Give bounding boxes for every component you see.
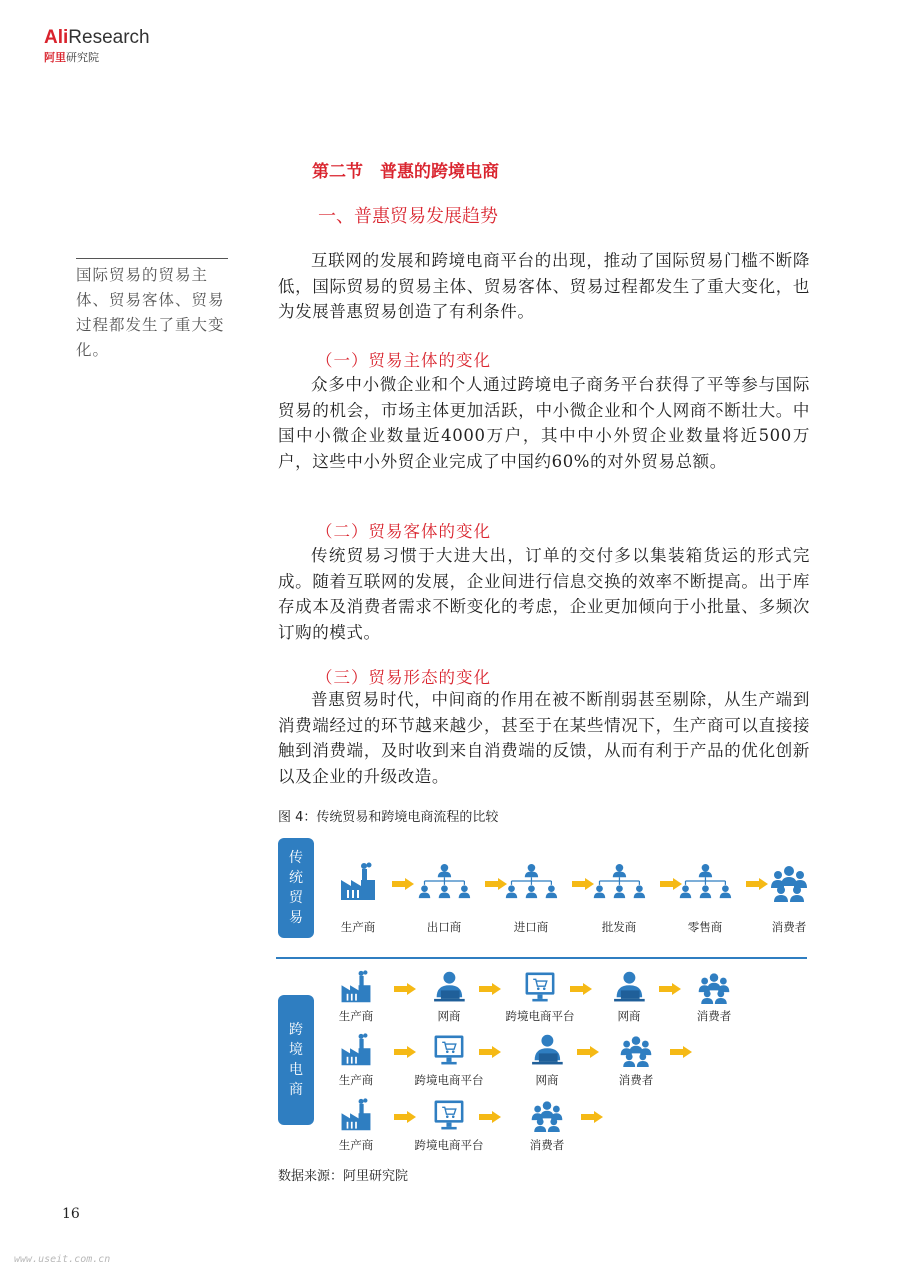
flow-step-label: 批发商 — [601, 920, 637, 934]
flow-step-label: 跨境电商平台 — [505, 1009, 575, 1023]
factory-icon — [339, 970, 373, 1008]
traditional-label-char: 统 — [289, 870, 303, 886]
flow-step-label: 网商 — [617, 1009, 641, 1023]
flow-arrow-icon — [479, 983, 501, 995]
traditional-label-char: 易 — [289, 910, 303, 926]
section-body-2 — [278, 543, 810, 645]
consumers-icon — [530, 1098, 564, 1136]
logo-cn: 研究院 — [66, 51, 99, 64]
section-text-3: 普惠贸易时代，中间商的作用在被不断削弱甚至剔除，从生产端到消费端经过的环节越来越少，甚至于在某些情况下，生产商可以直接接触到消费端，及时收到来自消费端的反馈，从而有利于产品的优化创新以及企业的升级改造。 — [278, 690, 810, 786]
consumers-icon — [697, 970, 731, 1008]
flow-arrow-icon — [746, 878, 768, 890]
online-merchant-icon — [609, 970, 650, 1008]
traditional-label-char: 传 — [289, 850, 303, 866]
factory-icon — [338, 862, 378, 906]
ecommerce-platform-icon — [523, 970, 557, 1008]
intro-paragraph — [278, 248, 810, 325]
flow-arrow-icon — [670, 1046, 692, 1058]
flow-step-label: 出口商 — [426, 920, 462, 934]
ecommerce-platform-icon — [432, 1098, 466, 1136]
alibaba-research-logo — [44, 28, 150, 65]
organization-tree-icon — [415, 863, 474, 905]
flow-step-label: 消费者 — [696, 1009, 732, 1023]
flow-arrow-icon — [577, 1046, 599, 1058]
cross-border-label-char: 电 — [289, 1062, 303, 1078]
consumers-icon — [769, 862, 809, 906]
watermark: www.useit.com.cn — [14, 1254, 111, 1265]
side-note: 国际贸易的贸易主体、贸易客体、贸易过程都发生了重大变化。 — [76, 258, 228, 363]
flow-step-label: 消费者 — [618, 1073, 654, 1087]
figure-caption: 图 4：传统贸易和跨境电商流程的比较 — [278, 810, 499, 825]
traditional-label-char: 贸 — [289, 890, 303, 906]
flow-arrow-icon — [570, 983, 592, 995]
flow-step-label: 网商 — [535, 1073, 559, 1087]
flow-arrow-icon — [392, 878, 414, 890]
logo-research: Research — [68, 27, 150, 48]
logo-ali: Ali — [44, 27, 69, 48]
ecommerce-platform-icon — [432, 1033, 466, 1071]
online-merchant-icon — [429, 970, 470, 1008]
factory-icon — [339, 1098, 373, 1136]
section-heading-2: （二）贸易客体的变化 — [316, 522, 491, 541]
flow-step-label: 跨境电商平台 — [414, 1073, 484, 1087]
intro-text: 互联网的发展和跨境电商平台的出现，推动了国际贸易门槛不断降低，国际贸易的贸易主体、贸易客体、贸易过程都发生了重大变化，也为发展普惠贸易创造了有利条件。 — [278, 251, 810, 321]
flow-step-label: 网商 — [437, 1009, 461, 1023]
traditional-trade-label — [278, 838, 314, 938]
figure-divider — [276, 957, 807, 959]
flow-step-label: 零售商 — [687, 920, 723, 934]
flow-arrow-icon — [479, 1046, 501, 1058]
online-merchant-icon — [527, 1033, 568, 1071]
factory-icon — [339, 1033, 373, 1071]
consumers-icon — [619, 1033, 653, 1071]
cross-border-label-char: 境 — [289, 1042, 303, 1058]
page-number: 16 — [62, 1206, 80, 1222]
section-heading-3: （三）贸易形态的变化 — [316, 668, 491, 687]
section-title: 第二节 普惠的跨境电商 — [312, 162, 499, 182]
logo-cn-red: 阿里 — [44, 51, 66, 64]
cross-border-label-char: 跨 — [289, 1022, 303, 1038]
section-body-3 — [278, 687, 810, 789]
section-text-2: 传统贸易习惯于大进大出，订单的交付多以集装箱货运的形式完成。随着互联网的发展，企业间进行信息交换的效率不断提高。出于库存成本及消费者需求不断变化的考虑，企业更加倾向于小批量、多频次订购的模式。 — [278, 546, 810, 642]
flow-arrow-icon — [394, 1111, 416, 1123]
flow-arrow-icon — [581, 1111, 603, 1123]
flow-arrow-icon — [479, 1111, 501, 1123]
section-body-1 — [278, 372, 810, 474]
flow-arrow-icon — [659, 983, 681, 995]
flow-step-label: 生产商 — [338, 1009, 374, 1023]
organization-tree-icon — [590, 863, 649, 905]
flow-step-label: 消费者 — [529, 1138, 565, 1152]
flow-step-label: 生产商 — [338, 1073, 374, 1087]
flow-step-label: 生产商 — [338, 1138, 374, 1152]
cross-border-label-char: 商 — [289, 1082, 303, 1098]
flow-step-label: 消费者 — [771, 920, 807, 934]
section-text-1: 众多中小微企业和个人通过跨境电子商务平台获得了平等参与国际贸易的机会，市场主体更加活跃，中小微企业和个人网商不断壮大。中国中小微企业数量近4000万户，其中中小外贸企业数量将近500万户，这些中小外贸企业完成了中国约60%的对外贸易总额。 — [278, 375, 810, 471]
data-source: 数据来源：阿里研究院 — [278, 1169, 409, 1184]
flow-step-label: 跨境电商平台 — [414, 1138, 484, 1152]
organization-tree-icon — [502, 863, 561, 905]
section-heading-1: （一）贸易主体的变化 — [316, 351, 491, 370]
cross-border-label — [278, 995, 314, 1125]
organization-tree-icon — [676, 863, 735, 905]
flow-step-label: 进口商 — [513, 920, 549, 934]
flow-arrow-icon — [394, 983, 416, 995]
subtitle: 一、普惠贸易发展趋势 — [318, 206, 498, 227]
flow-step-label: 生产商 — [340, 920, 376, 934]
flow-arrow-icon — [394, 1046, 416, 1058]
